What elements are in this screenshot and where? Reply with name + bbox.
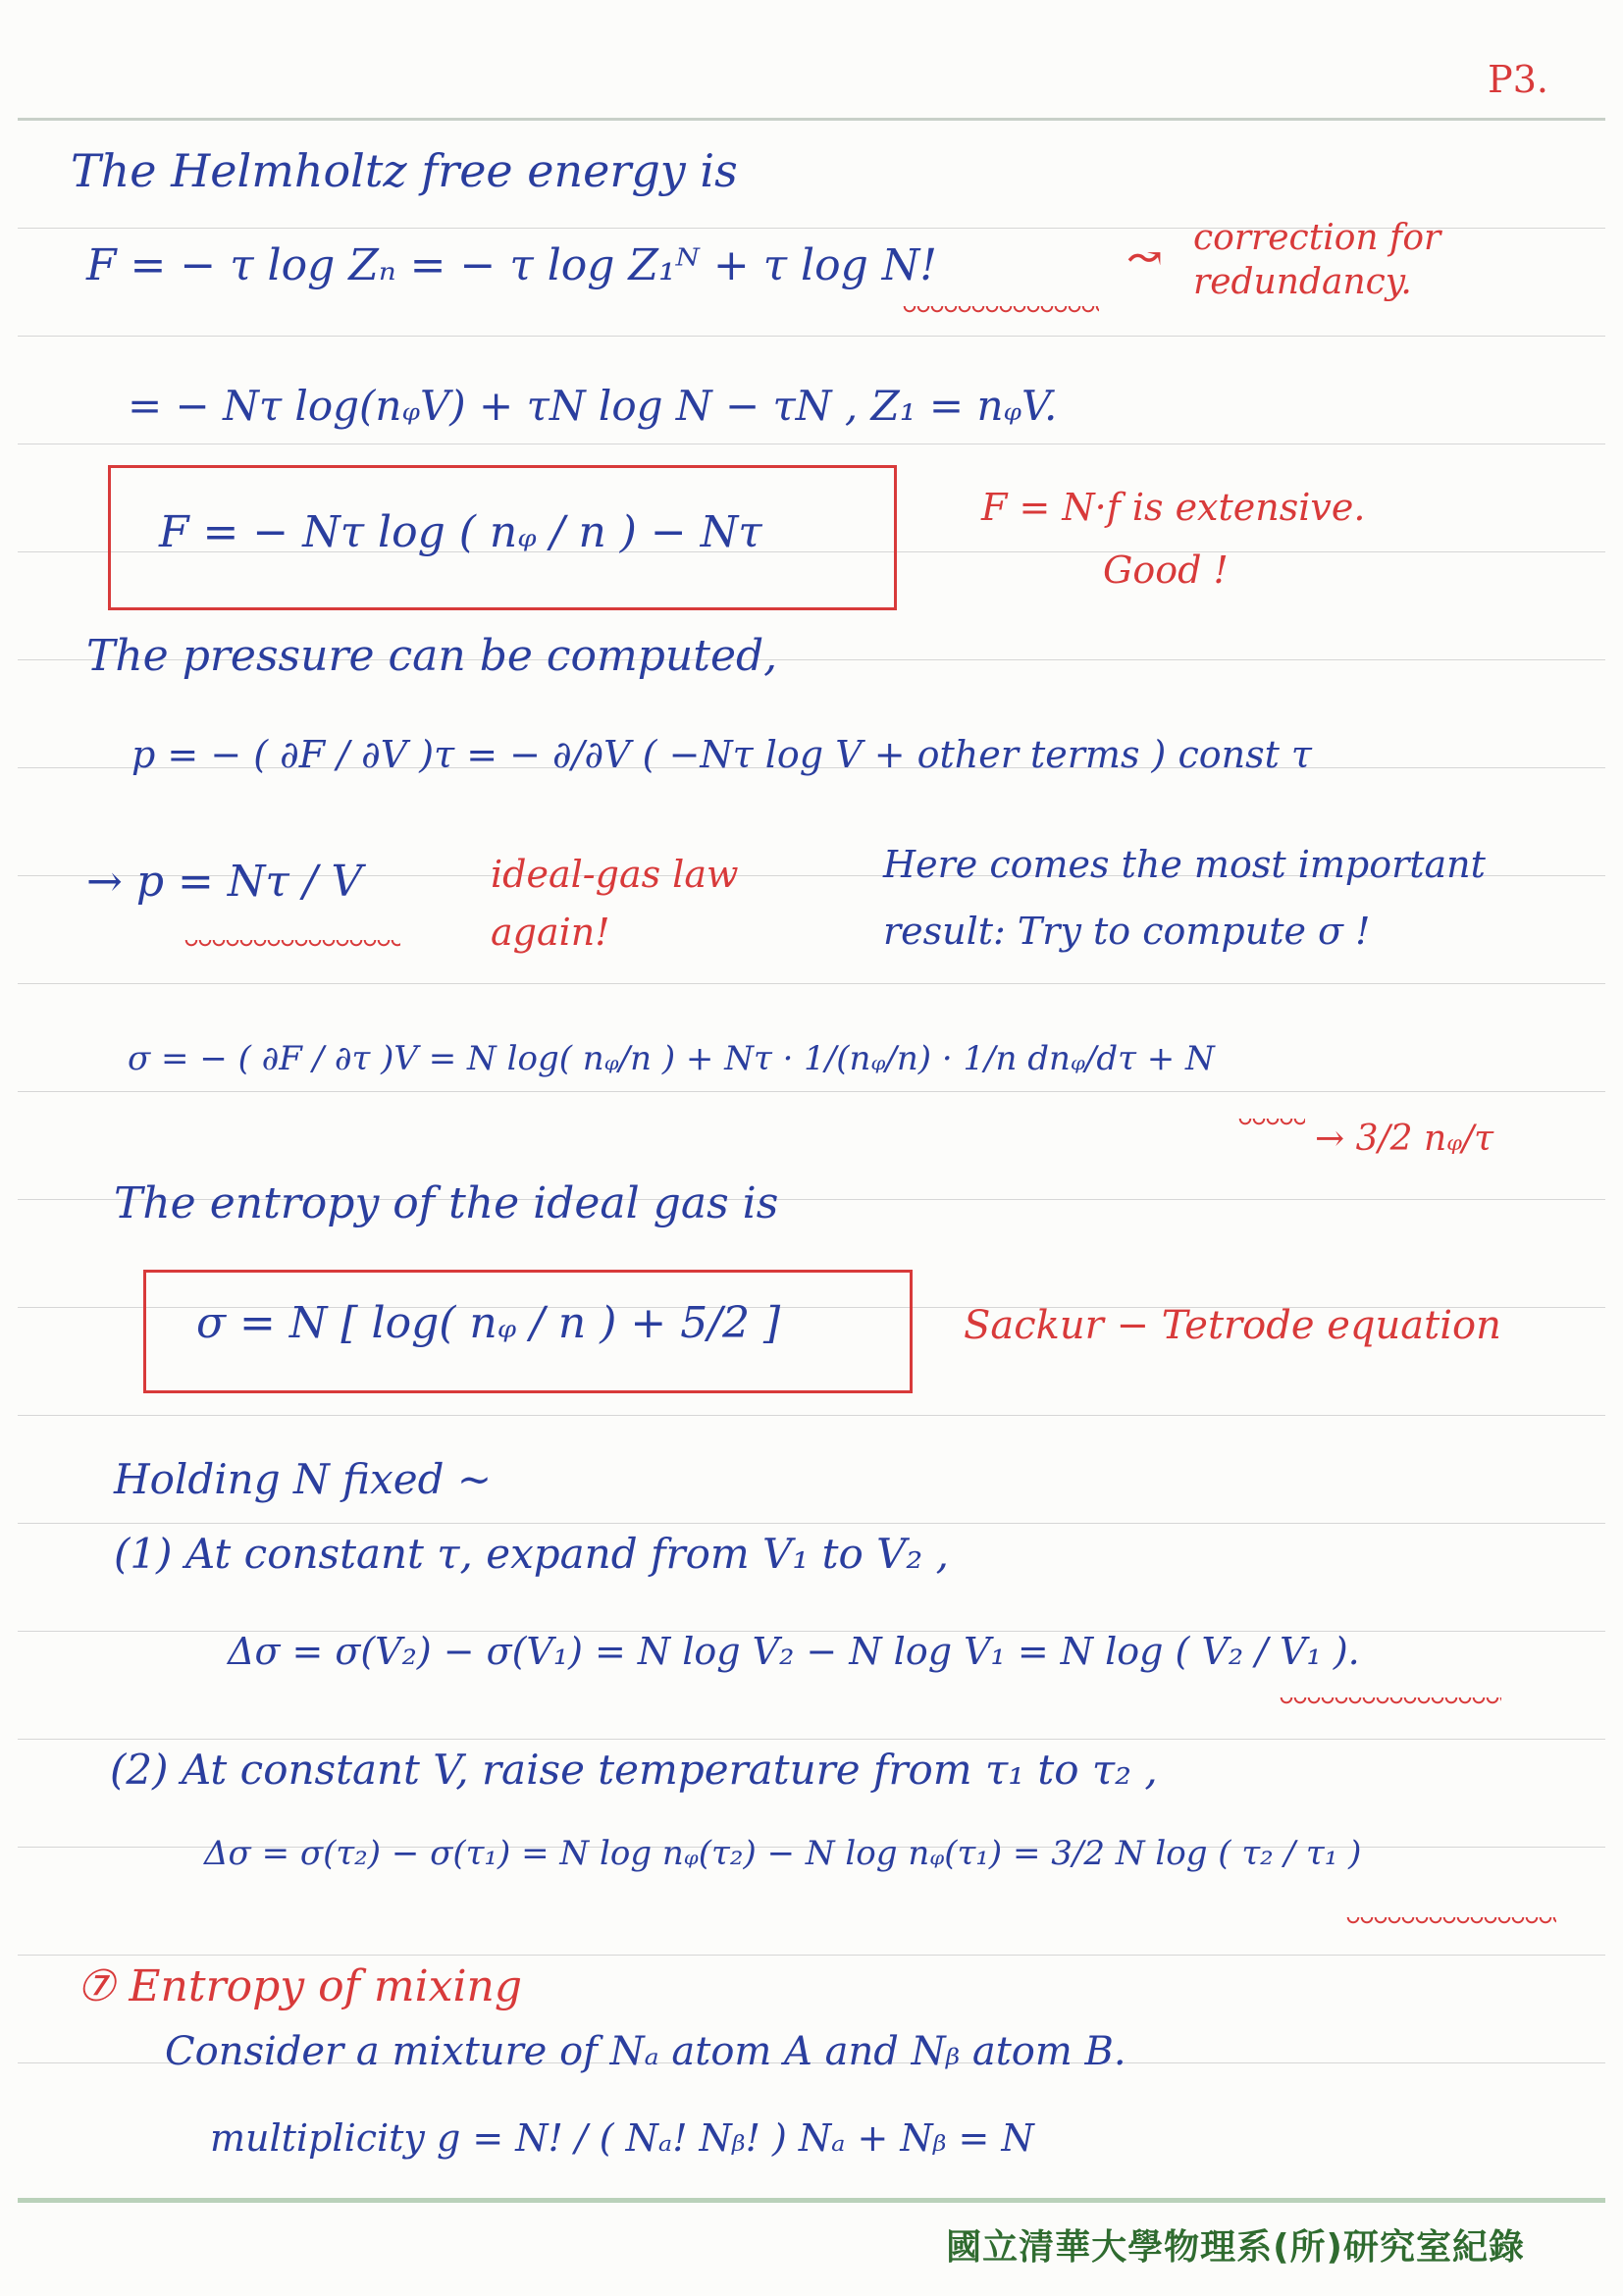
ideal-gas-law: → p = Nτ / V — [86, 857, 363, 907]
free-energy-equation: F = − τ log Zₙ = − τ log Z₁ᴺ + τ log N! — [86, 240, 937, 290]
ideal-gas-underline — [184, 940, 400, 950]
mixture-description: Consider a mixture of Nₐ atom A and Nᵦ atom B. — [165, 2029, 1126, 2074]
footer-institution: 國立清華大學物理系(所)研究室紀錄 — [946, 2227, 1525, 2268]
sackur-tetrode-boxed-equation: σ = N [ log( nᵩ / n ) + 5/2 ] — [196, 1298, 781, 1348]
important-result-note-line1: Here comes the most important — [883, 843, 1486, 886]
helmholtz-heading: The Helmholtz free energy is — [71, 144, 738, 197]
ruled-line — [18, 1091, 1605, 1092]
derivative-underline — [1238, 1119, 1305, 1128]
multiplicity-equation: multiplicity g = N! / ( Nₐ! Nᵦ! ) Nₐ + Nᵦ = N — [210, 2116, 1034, 2160]
case-1-underline — [1280, 1697, 1501, 1707]
ruled-line — [18, 1523, 1605, 1524]
case-1-equation: Δσ = σ(V₂) − σ(V₁) = N log V₂ − N log V₁ = N log ( V₂ / V₁ ). — [228, 1630, 1360, 1673]
case-1-heading: (1) At constant τ, expand from V₁ to V₂ , — [114, 1530, 949, 1578]
ruled-line — [18, 1739, 1605, 1740]
ruled-line — [18, 983, 1605, 984]
redundancy-underline — [903, 306, 1099, 316]
extensive-note: F = N·f is extensive. — [981, 486, 1366, 529]
pressure-derivative-equation: p = − ( ∂F / ∂V )τ = − ∂/∂V ( −Nτ log V + other terms ) const τ — [131, 733, 1312, 776]
redundancy-note: correction for redundancy. — [1193, 218, 1441, 302]
entropy-heading: The entropy of the ideal gas is — [114, 1178, 779, 1228]
derivative-note: → 3/2 nᵩ/τ — [1315, 1119, 1494, 1159]
ruled-line — [18, 336, 1605, 337]
expansion-equation: = − Nτ log(nᵩV) + τN log N − τN , Z₁ = nᵩV. — [128, 382, 1058, 430]
important-result-note-line2: result: Try to compute σ ! — [883, 910, 1371, 953]
pressure-heading: The pressure can be computed, — [86, 631, 778, 681]
bottom-rule — [18, 2198, 1605, 2203]
page-label: P3. — [1488, 58, 1548, 101]
holding-n-fixed-heading: Holding N fixed ~ — [114, 1455, 493, 1503]
top-rule — [18, 118, 1605, 121]
entropy-of-mixing-heading: ⑦ Entropy of mixing — [77, 1961, 523, 2011]
case-2-underline — [1346, 1917, 1556, 1927]
ruled-line — [18, 1415, 1605, 1416]
case-2-heading: (2) At constant V, raise temperature from τ₁ to τ₂ , — [110, 1746, 1158, 1794]
ruled-line — [18, 1955, 1605, 1956]
case-2-equation: Δσ = σ(τ₂) − σ(τ₁) = N log nᵩ(τ₂) − N log nᵩ(τ₁) = 3/2 N log ( τ₂ / τ₁ ) — [204, 1834, 1362, 1873]
redundancy-arrow: ↝ — [1126, 233, 1163, 283]
ideal-gas-note: ideal-gas law again! — [491, 853, 739, 954]
good-note: Good ! — [1103, 548, 1229, 592]
sackur-tetrode-note: Sackur − Tetrode equation — [964, 1303, 1501, 1348]
entropy-derivative-equation: σ = − ( ∂F / ∂τ )V = N log( nᵩ/n ) + Nτ · 1/(nᵩ/n) · 1/n dnᵩ/dτ + N — [128, 1039, 1215, 1078]
free-energy-boxed-equation: F = − Nτ log ( nᵩ / n ) − Nτ — [159, 507, 762, 557]
